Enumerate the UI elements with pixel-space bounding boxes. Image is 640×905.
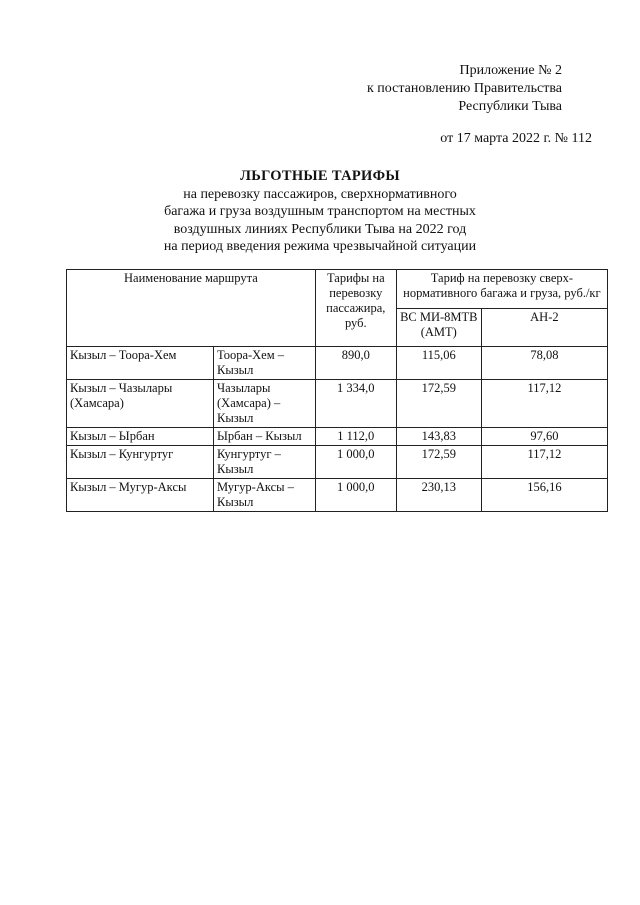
an2-tariff: 78,08 <box>481 347 607 380</box>
table-row <box>67 446 608 479</box>
table-row <box>67 347 608 380</box>
document-title <box>0 168 640 256</box>
title-line-1: на перевозку пассажиров, сверхнормативного <box>183 186 457 202</box>
table-row <box>67 428 608 446</box>
title-line-2: багажа и груза воздушным транспортом на местных <box>164 204 476 219</box>
title-line-3: воздушных линиях Республики Тыва на 2022 год <box>173 221 467 237</box>
appendix-decree-ref: к постановлению Правительства <box>366 81 562 96</box>
mi8-tariff: 172,59 <box>396 380 481 428</box>
route-outbound: Кызыл – Ырбан <box>67 428 214 446</box>
route-return: Чазылары (Хамсара) – Кызыл <box>214 380 316 428</box>
decree-date: от 17 марта 2022 г. № 112 <box>440 131 592 146</box>
table-row <box>67 479 608 512</box>
mi8-tariff: 230,13 <box>396 479 481 512</box>
appendix-republic: Республики Тыва <box>458 99 562 114</box>
route-return: Тоора-Хем – Кызыл <box>214 347 316 380</box>
an2-tariff: 117,12 <box>481 380 607 428</box>
an2-tariff: 117,12 <box>481 446 607 479</box>
appendix-header <box>367 62 562 116</box>
header-an2: АН-2 <box>481 308 607 347</box>
passenger-tariff: 1 000,0 <box>315 479 396 512</box>
route-outbound: Кызыл – Кунгуртуг <box>67 446 214 479</box>
header-passenger-tariff: Тарифы на перевозку пассажира, руб. <box>315 270 396 347</box>
mi8-tariff: 115,06 <box>396 347 481 380</box>
header-mi8: ВС МИ-8МТВ (АМТ) <box>396 308 481 347</box>
route-outbound: Кызыл – Чазылары (Хамсара) <box>67 380 214 428</box>
passenger-tariff: 1 112,0 <box>315 428 396 446</box>
appendix-number: Приложение № 2 <box>459 63 562 78</box>
route-return: Мугур-Аксы – Кызыл <box>214 479 316 512</box>
mi8-tariff: 143,83 <box>396 428 481 446</box>
passenger-tariff: 890,0 <box>315 347 396 380</box>
route-return: Ырбан – Кызыл <box>214 428 316 446</box>
header-cargo-tariff: Тариф на перевозку сверх-нормативного багажа и груза, руб./кг <box>396 270 607 309</box>
route-return: Кунгуртуг – Кызыл <box>214 446 316 479</box>
an2-tariff: 97,60 <box>481 428 607 446</box>
mi8-tariff: 172,59 <box>396 446 481 479</box>
route-outbound: Кызыл – Тоора-Хем <box>67 347 214 380</box>
title-line-4: на период введения режима чрезвычайной ситуации <box>163 239 477 254</box>
passenger-tariff: 1 334,0 <box>315 380 396 428</box>
route-outbound: Кызыл – Мугур-Аксы <box>67 479 214 512</box>
tariff-table <box>66 269 608 512</box>
passenger-tariff: 1 000,0 <box>315 446 396 479</box>
table-row <box>67 380 608 428</box>
header-route: Наименование маршрута <box>67 270 316 347</box>
an2-tariff: 156,16 <box>481 479 607 512</box>
title-main: ЛЬГОТНЫЕ ТАРИФЫ <box>240 168 400 184</box>
